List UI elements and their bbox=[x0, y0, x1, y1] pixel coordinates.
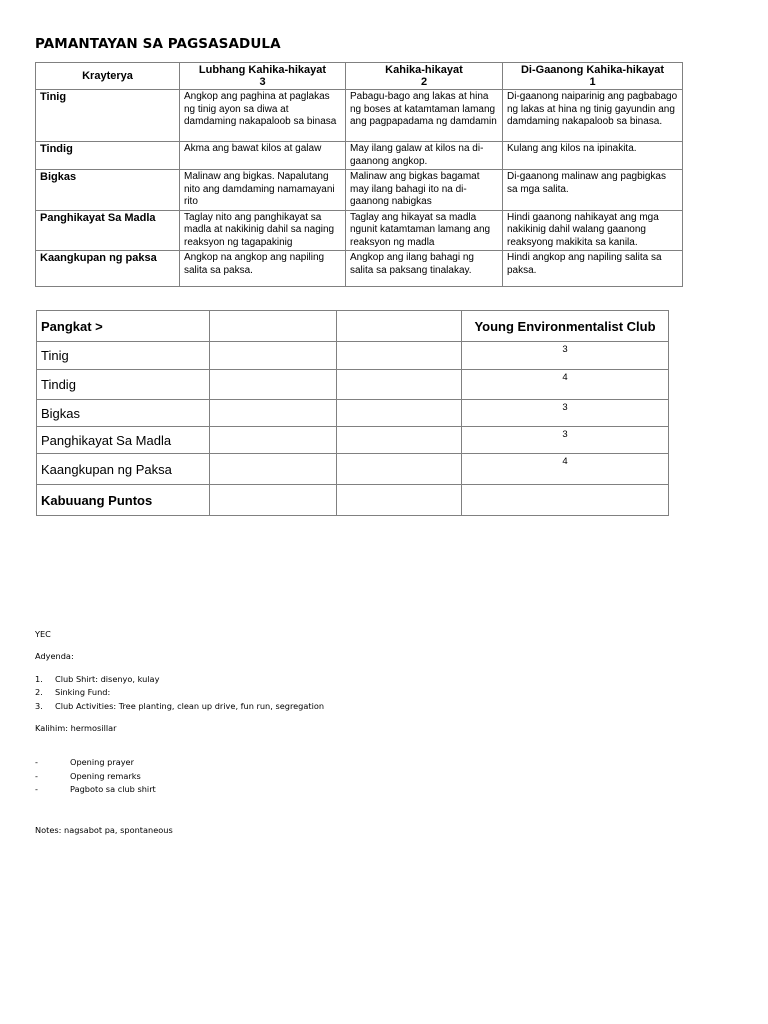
rubric-cell-3: Angkop na angkop ang napiling salita sa paksa. bbox=[180, 251, 346, 287]
agenda-list bbox=[35, 673, 635, 713]
score-value: 3 bbox=[462, 400, 669, 427]
rubric-header-row bbox=[36, 63, 683, 90]
score-total-row bbox=[37, 485, 669, 516]
rubric-row bbox=[36, 90, 683, 142]
score-cell-empty bbox=[210, 427, 337, 454]
rubric-row bbox=[36, 170, 683, 211]
rubric-header-score-3: Lubhang Kahika-hikayat 3 bbox=[180, 63, 346, 90]
group-name: Young Environmentalist Club bbox=[462, 311, 669, 342]
rubric-cell-3: Malinaw ang bigkas. Napalutang nito ang damdaming namamayani rito bbox=[180, 170, 346, 211]
rubric-row bbox=[36, 210, 683, 251]
score-value: 3 bbox=[462, 342, 669, 370]
score-row bbox=[37, 454, 669, 485]
score-cell-empty bbox=[210, 342, 337, 370]
rubric-criterion: Kaangkupan ng paksa bbox=[36, 251, 180, 287]
score-cell-empty bbox=[337, 454, 462, 485]
score-criterion: Bigkas bbox=[37, 400, 210, 427]
program-item: - Pagboto sa club shirt bbox=[35, 784, 156, 795]
score-row bbox=[37, 370, 669, 400]
rubric-cell-1: Hindi gaanong nahikayat ang mga nakikinig dahil walang gaanong reaksyong makikita sa kanila. bbox=[503, 210, 683, 251]
rubric-criterion: Panghikayat Sa Madla bbox=[36, 210, 180, 251]
footer-notes: Notes: nagsabot pa, spontaneous bbox=[35, 824, 173, 835]
rubric-cell-2: May ilang galaw at kilos na di-gaanong angkop. bbox=[346, 142, 503, 170]
score-criterion: Panghikayat Sa Madla bbox=[37, 427, 210, 454]
rubric-cell-2: Malinaw ang bigkas bagamat may ilang bahagi ito na di-gaanong nabigkas bbox=[346, 170, 503, 211]
rubric-header-criteria: Krayterya bbox=[36, 63, 180, 90]
agenda-text: Club Activities: Tree planting, clean up drive, fun run, segregation bbox=[55, 700, 325, 711]
score-criterion: Tindig bbox=[37, 370, 210, 400]
score-cell-empty bbox=[337, 427, 462, 454]
rubric-header-score-2: Kahika-hikayat 2 bbox=[346, 63, 503, 90]
score-cell-empty bbox=[337, 370, 462, 400]
agenda-item bbox=[35, 673, 635, 686]
score-row bbox=[37, 400, 669, 427]
rubric-cell-1: Hindi angkop ang napiling salita sa paksa. bbox=[503, 251, 683, 287]
rubric-criterion: Tinig bbox=[36, 90, 180, 142]
group-header-label: Pangkat > bbox=[37, 311, 210, 342]
total-value-empty bbox=[462, 485, 669, 516]
score-cell-empty bbox=[337, 485, 462, 516]
score-cell-empty bbox=[210, 370, 337, 400]
rubric-cell-1: Di-gaanong naiparinig ang pagbabago ng lakas at hina ng tinig gayundin ang damdaming nakapaloob sa binasa. bbox=[503, 90, 683, 142]
rubric-cell-3: Akma ang bawat kilos at galaw bbox=[180, 142, 346, 170]
score-value: 4 bbox=[462, 370, 669, 400]
group-column-empty bbox=[337, 311, 462, 342]
agenda-item bbox=[35, 700, 635, 713]
rubric-cell-2: Angkop ang ilang bahagi ng salita sa paksang tinalakay. bbox=[346, 251, 503, 287]
agenda-number: 1. bbox=[35, 673, 43, 684]
program-list bbox=[35, 756, 635, 796]
agenda-item bbox=[35, 686, 635, 699]
rubric-cell-2: Pabagu-bago ang lakas at hina ng boses at katamtaman lamang ang pagpapadama ng damdamin bbox=[346, 90, 503, 142]
program-item: - Opening remarks bbox=[35, 770, 141, 781]
score-cell-empty bbox=[337, 342, 462, 370]
score-cell-empty bbox=[337, 400, 462, 427]
rubric-cell-3: Angkop ang paghina at paglakas ng tinig ayon sa diwa at damdaming nakapaloob sa binasa bbox=[180, 90, 346, 142]
program-item: - Opening prayer bbox=[35, 757, 134, 768]
agenda-number: 2. bbox=[35, 687, 43, 698]
rubric-cell-3: Taglay nito ang panghikayat sa madla at nakikinig dahil sa naging reaksyon ng tagapakinig bbox=[180, 210, 346, 251]
rubric-cell-1: Di-gaanong malinaw ang pagbigkas sa mga salita. bbox=[503, 170, 683, 211]
score-row bbox=[37, 342, 669, 370]
score-table bbox=[36, 310, 669, 516]
meeting-notes bbox=[35, 628, 635, 837]
score-value: 4 bbox=[462, 454, 669, 485]
rubric-criterion: Bigkas bbox=[36, 170, 180, 211]
group-column-empty bbox=[210, 311, 337, 342]
rubric-table bbox=[35, 62, 683, 287]
score-cell-empty bbox=[210, 485, 337, 516]
rubric-criterion: Tindig bbox=[36, 142, 180, 170]
score-cell-empty bbox=[210, 454, 337, 485]
secretary-line: Kalihim: hermosillar bbox=[35, 723, 117, 734]
score-header-row bbox=[37, 311, 669, 342]
agenda-text: Club Shirt: disenyo, kulay bbox=[55, 673, 160, 684]
score-cell-empty bbox=[210, 400, 337, 427]
rubric-row bbox=[36, 142, 683, 170]
org-name: YEC bbox=[35, 629, 51, 639]
rubric-cell-1: Kulang ang kilos na ipinakita. bbox=[503, 142, 683, 170]
agenda-text: Sinking Fund: bbox=[55, 687, 111, 698]
rubric-row bbox=[36, 251, 683, 287]
score-criterion: Tinig bbox=[37, 342, 210, 370]
agenda-heading: Adyenda: bbox=[35, 651, 74, 662]
score-criterion: Kaangkupan ng Paksa bbox=[37, 454, 210, 485]
page-title: PAMANTAYAN SA PAGSASADULA bbox=[35, 36, 281, 52]
score-value: 3 bbox=[462, 427, 669, 454]
rubric-cell-2: Taglay ang hikayat sa madla ngunit katamtaman lamang ang reaksyon ng madla bbox=[346, 210, 503, 251]
rubric-header-score-1: Di-Gaanong Kahika-hikayat 1 bbox=[503, 63, 683, 90]
total-label: Kabuuang Puntos bbox=[37, 485, 210, 516]
score-row bbox=[37, 427, 669, 454]
agenda-number: 3. bbox=[35, 700, 43, 711]
